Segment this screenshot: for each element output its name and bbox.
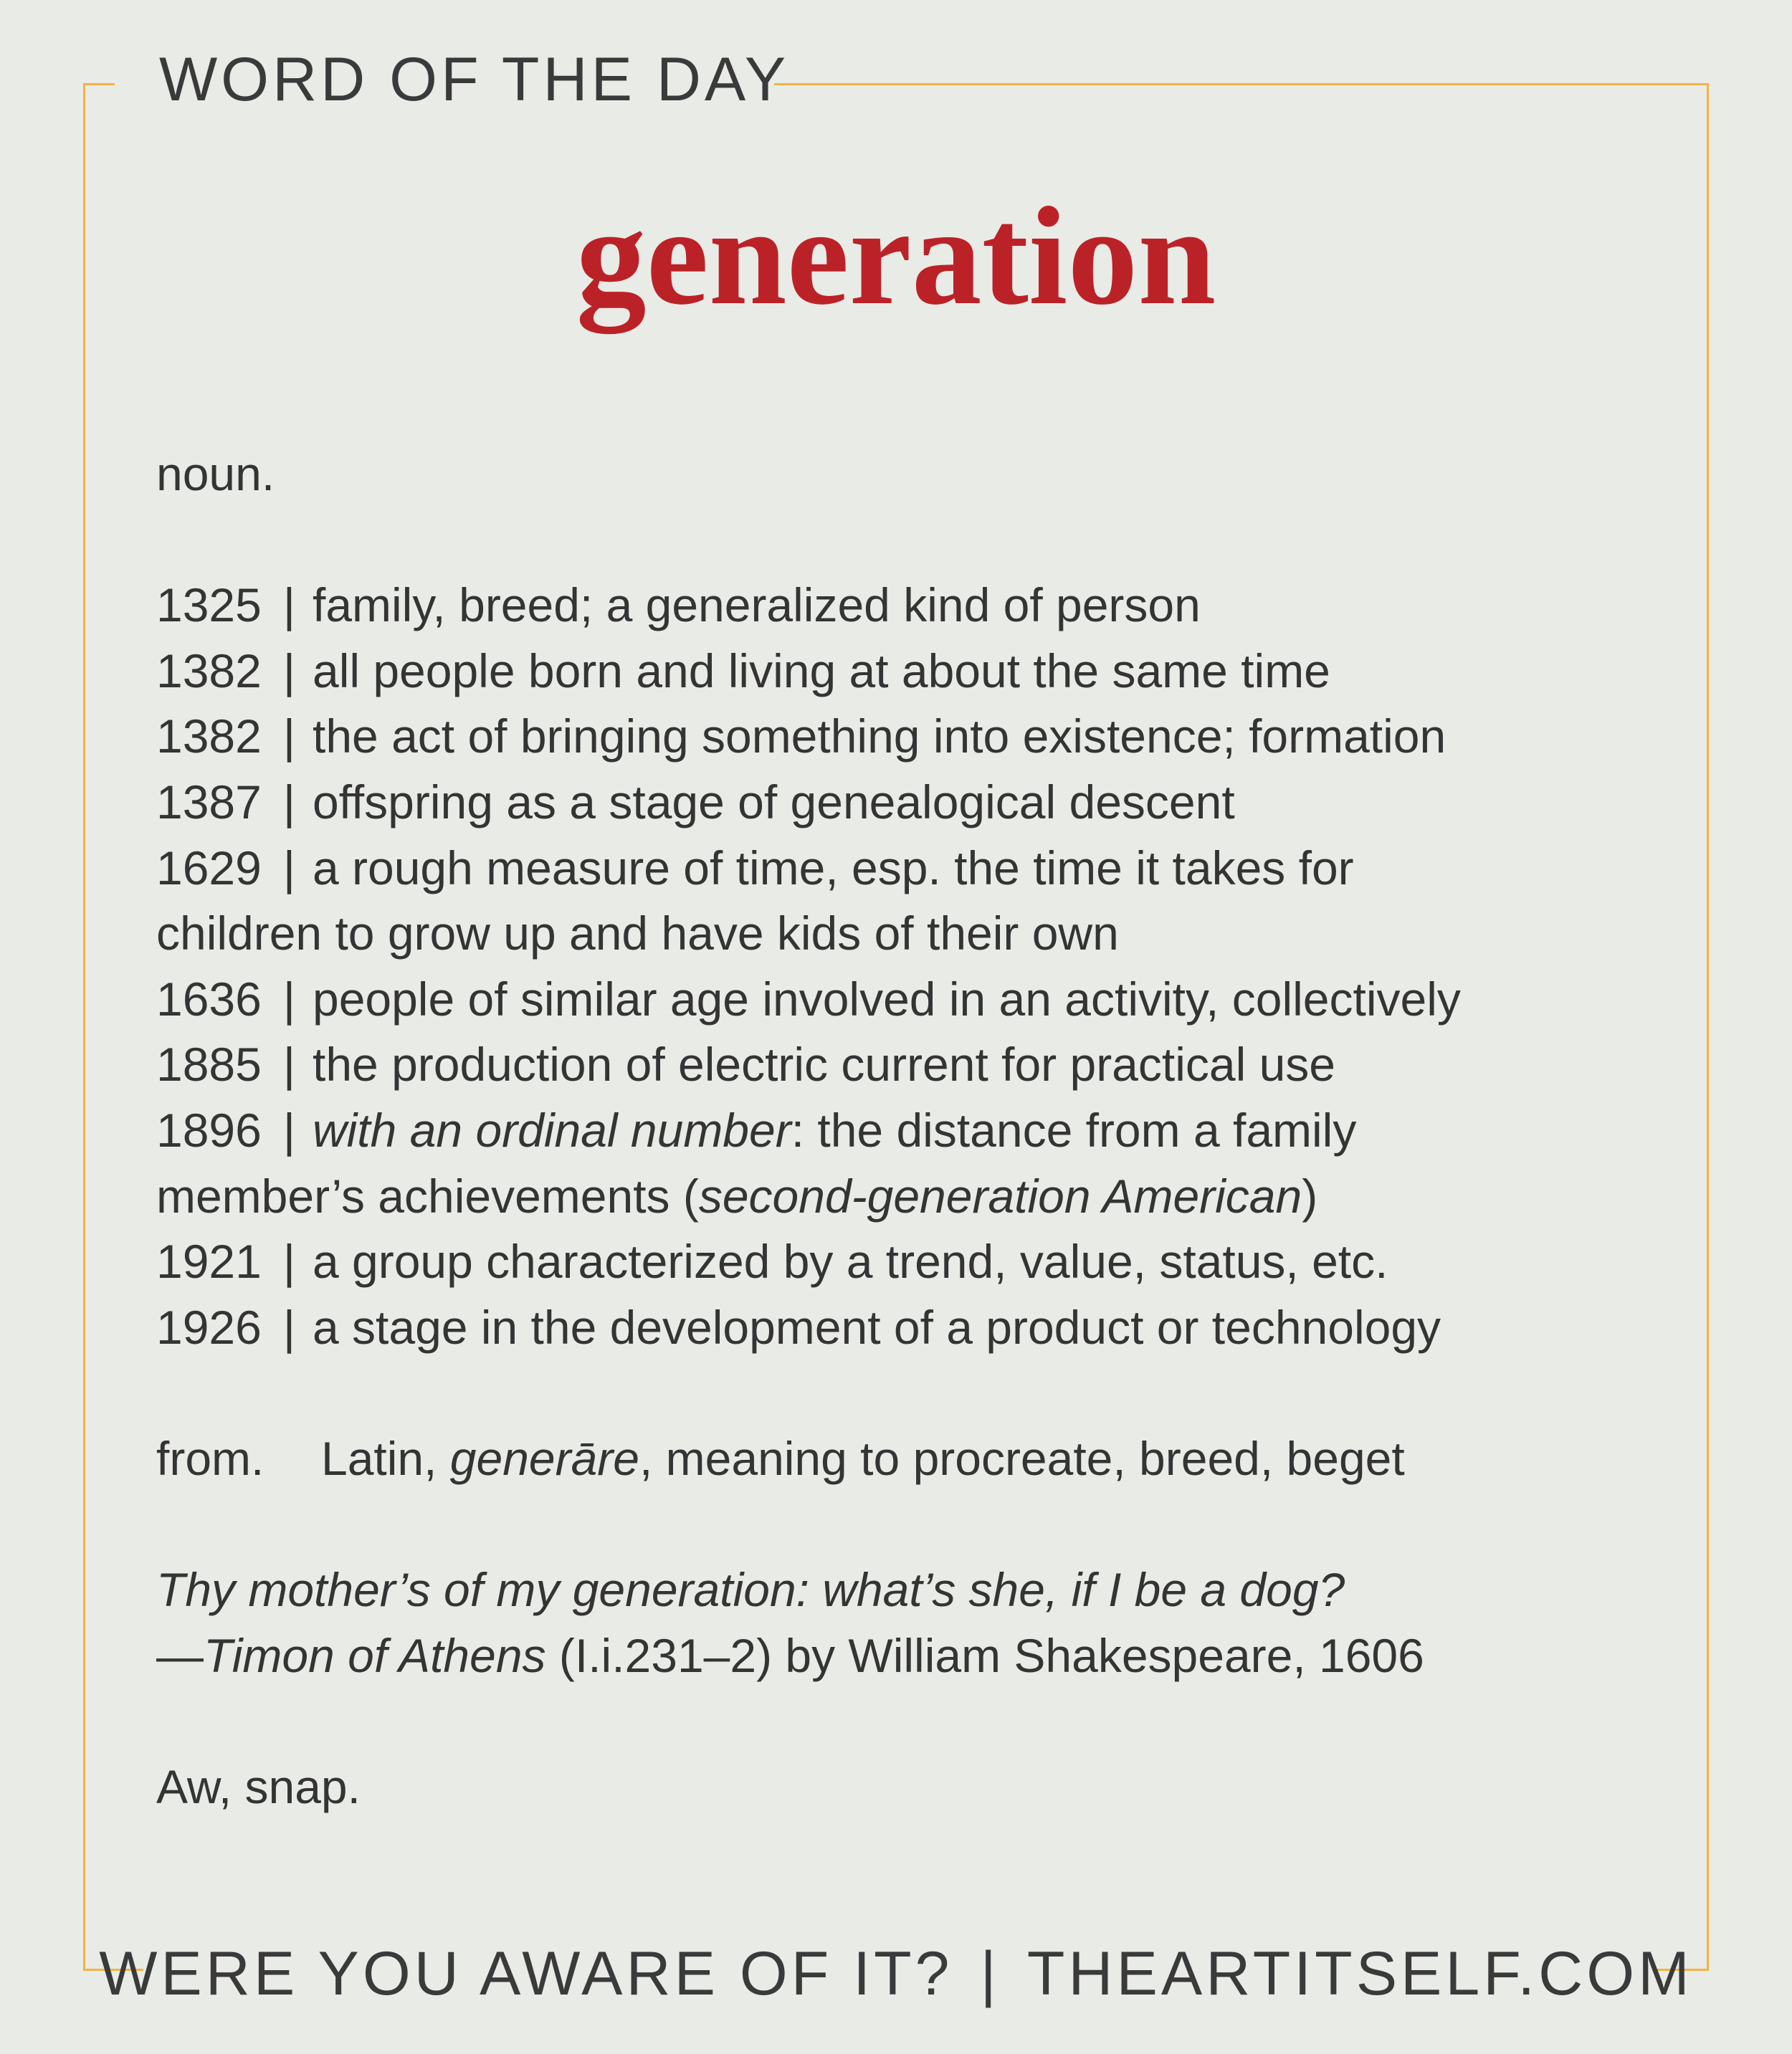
definition-year: 1382	[156, 710, 262, 763]
definition-text: a stage in the development of a product or technology	[312, 1300, 1441, 1354]
continuation-text: member’s achievements (	[156, 1169, 699, 1223]
definition-row	[156, 967, 1662, 1033]
etymology-label: from.	[156, 1431, 264, 1485]
part-of-speech: noun.	[156, 447, 275, 500]
separator: |	[282, 1300, 295, 1354]
continuation-text: )	[1302, 1169, 1318, 1223]
footer	[0, 1939, 1792, 2010]
definition-continuation: children to grow up and have kids of their own	[156, 907, 1119, 960]
definition-year: 1885	[156, 1038, 262, 1092]
definition-text: : the distance from a family	[791, 1103, 1357, 1157]
featured-word: generation	[576, 178, 1216, 334]
definition-text: family, breed; a generalized kind of person	[312, 578, 1201, 632]
definition-row	[156, 1098, 1662, 1164]
separator: |	[282, 1103, 295, 1157]
definition-text: a group characterized by a trend, value, status, etc.	[312, 1235, 1388, 1289]
definition-year: 1382	[156, 644, 262, 697]
etymology-text: , meaning to procreate, breed, beget	[639, 1431, 1405, 1485]
definition-text: offspring as a stage of genealogical descent	[312, 775, 1235, 828]
definition-year: 1629	[156, 841, 262, 894]
definition-row	[156, 1032, 1662, 1098]
separator: |	[282, 710, 295, 763]
definition-text: the act of bringing something into existence; formation	[312, 710, 1447, 763]
definition-year: 1921	[156, 1235, 262, 1289]
separator: |	[282, 841, 295, 894]
definition-text: the production of electric current for practical use	[312, 1038, 1336, 1092]
definition-continuation	[156, 1164, 1662, 1230]
separator: |	[282, 972, 295, 1026]
footer-site-link[interactable]: THEARTITSELF.COM	[1026, 1939, 1693, 2008]
definition-row	[156, 1229, 1662, 1295]
footer-separator: |	[980, 1939, 1000, 2008]
attribution-dash: —	[156, 1628, 204, 1682]
example-phrase: second-generation American	[698, 1169, 1302, 1223]
definition-usage-note: with an ordinal number	[312, 1103, 791, 1157]
separator: |	[282, 1038, 295, 1092]
definition-row	[156, 836, 1662, 902]
etymology-text: Latin,	[321, 1431, 450, 1485]
header-label: WORD OF THE DAY	[159, 45, 790, 114]
quote-attribution	[156, 1623, 1662, 1689]
footer-tagline: WERE YOU AWARE OF IT?	[99, 1939, 953, 2008]
quote-text: Thy mother’s of my generation: what’s she, if I be a dog?	[156, 1563, 1345, 1617]
definition-body	[156, 441, 1662, 1820]
definition-text: all people born and living at about the same time	[312, 644, 1330, 697]
etymology	[156, 1426, 1662, 1492]
definition-year: 1896	[156, 1103, 262, 1157]
closing-remark: Aw, snap.	[156, 1759, 361, 1813]
separator: |	[282, 578, 295, 632]
definition-year: 1636	[156, 972, 262, 1026]
definition-row	[156, 770, 1662, 836]
definition-text: a rough measure of time, esp. the time it takes for	[312, 841, 1354, 894]
definition-row	[156, 704, 1662, 770]
definition-row	[156, 639, 1662, 704]
definition-year: 1325	[156, 578, 262, 632]
attribution-text: (I.i.231–2) by William Shakespeare, 1606	[545, 1628, 1424, 1682]
definition-year: 1926	[156, 1300, 262, 1354]
definition-row	[156, 1295, 1662, 1361]
etymology-root: generāre	[449, 1431, 639, 1485]
definition-row	[156, 573, 1662, 639]
definition-year: 1387	[156, 775, 262, 828]
definition-text: people of similar age involved in an activity, collectively	[312, 972, 1461, 1026]
separator: |	[282, 1235, 295, 1289]
separator: |	[282, 775, 295, 828]
quote-work-title: Timon of Athens	[204, 1628, 546, 1682]
separator: |	[282, 644, 295, 697]
